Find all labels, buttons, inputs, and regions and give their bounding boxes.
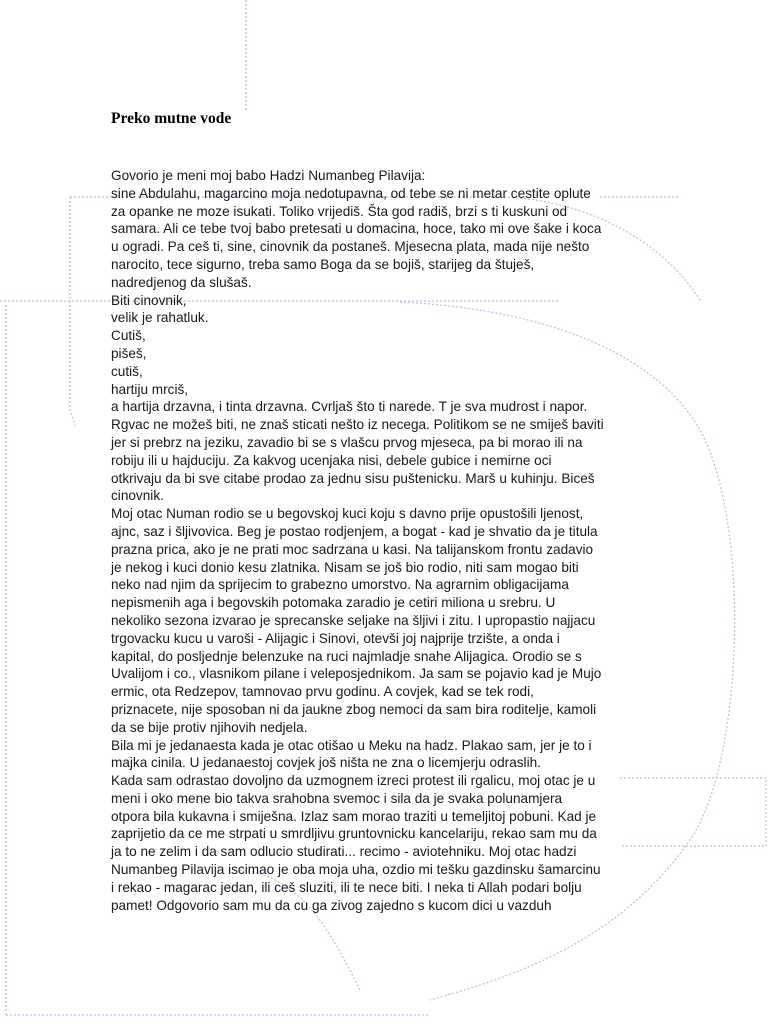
text-line: Kada sam odrastao dovoljno da uzmognem izreci protest ili rgalicu, moj otac je u [111,773,596,789]
text-line: Uvalijom i co., vlasnikom pilane i veleposjednikom. Ja sam se pojavio kad je Mujo [111,666,602,682]
text-line: je nekog i kuci donio kesu zlatnika. Nisam se još bio rodio, niti sam mogao biti [111,559,579,575]
text-line: cinovnik. [111,488,164,504]
text-line: a hartija drzavna, i tinta drzavna. Cvrljaš što ti narede. T je sva mudrost i napor. [111,399,588,415]
text-line: Cutiš, [111,328,146,344]
document-title: Preko mutne vode [111,110,232,127]
text-line: narocito, tece sigurno, treba samo Boga da se bojiš, starijeg da štuješ, [111,256,535,272]
guide-left-bracket [70,197,75,425]
text-line: ja to ne zelim i da sam odlucio studirati... recimo - aviotehniku. Moj otac hadzi [111,844,577,860]
text-line: Rgvac ne možeš biti, ne znaš sticati nešto iz necega. Politikom se ne smiješ baviti [111,417,604,433]
document-body [111,167,659,914]
text-line: samara. Ali ce tebe tvoj babo pretesati u domacina, hoce, tako mi ove šake i koca [111,221,602,237]
text-line: nepismenih aga i begovskih potomaka zaradio je cetiri miliona u srebru. U [111,595,556,611]
text-line: velik je rahatluk. [111,310,209,326]
text-line: Govorio je meni moj babo Hadzi Numanbeg Pilavija: [111,168,426,183]
text-line: jer si prebrz na jeziku, zavadio bi se s vlašcu prvog mjeseca, pa bi morao ili na [111,434,583,450]
text-line: robiju ili u hajduciju. Za kakvog ucenjaka nisi, debele gubice i nemirne oci [111,452,552,468]
text-line: nadredjenog da slušaš. [111,274,252,290]
text-line: da se bije protiv njihovih nedjela. [111,719,308,735]
text-line: cutiš, [111,363,143,379]
text-line: trgovacku kucu u varoši - Alijagic i Sinovi, otevši joj najprije trzište, a onda i [111,630,560,646]
text-line: kapital, do posljednje belenzuke na ruci najmladje snahe Alijagica. Orodio se s [111,648,582,664]
text-line: u ogradi. Pa ceš ti, sine, cinovnik da postaneš. Mjesecna plata, mada nije nešto [111,239,590,255]
text-line: priznacete, nije sposoban ni da jaukne zbog nemoci da sam bira roditelje, kamoli [111,701,597,717]
text-line: sine Abdulahu, magarcino moja nedotupavna, od tebe se ni metar cestite oplute [111,185,591,201]
text-line: hartiju mrciš, [111,381,189,397]
text-line: meni i oko mene bio takva srahobna svemoc i sila da je svaka polunamjera [111,790,563,806]
text-line: pamet! Odgovorio sam mu da cu ga zivog zajedno s kucom dici u vazduh [111,897,552,913]
text-line: Numanbeg Pilavija iscimao je oba moja uha, ozdio mi tešku gazdinsku šamarcinu [111,862,601,878]
text-line: ermic, ota Redzepov, tamnovao prvu godinu. A covjek, kad se tek rodi, [111,684,534,700]
text-line: prazna prica, ako je ne prati moc sadrzana u kasi. Na talijanskom frontu zadavio [111,541,594,557]
text-line: otpora bila kukavna i smiješna. Izlaz sam morao traziti u temeljitoj pobuni. Kad je [111,808,597,824]
text-line: pišeš, [111,345,147,361]
text-line: Moj otac Numan rodio se u begovskoj kuci koju s davno prije opustošili ljenost, [111,506,584,522]
text-line: Biti cinovnik, [111,292,187,308]
text-line: zaprijetio da ce me strpati u smrdljivu gruntovnicku kancelariju, rekao sam mu da [111,826,597,842]
text-line: za opanke ne moze isukati. Toliko vrijediš. Šta god radiš, brzi s ti kuskuni od [111,203,568,219]
text-line: majka cinila. U jedanaestoj covjek još ništa ne zna o licemjerju odraslih. [111,755,541,771]
text-line: nekoliko sezona izvarao je sprecanske seljake na šljivi i zitu. I upropastio najjacu [111,612,596,628]
text-line: otkrivaju da bi sve citabe prodao za jednu sisu puštenicku. Marš u kuhinju. Biceš [111,470,595,486]
text-line: ajnc, saz i šljivovica. Beg je postao rodjenjem, a bogat - kad je shvatio da je titula [111,523,598,539]
text-line: neko nad njim da sprijecim to grabezno umorstvo. Na agrarnim obligacijama [111,577,569,593]
text-line: Bila mi je jedanaesta kada je otac otišao u Meku na hadz. Plakao sam, jer je to i [111,737,592,753]
text-line: i rekao - magarac jedan, ili ceš sluziti, ili te nece biti. I neka ti Allah podari bolju [111,879,582,895]
